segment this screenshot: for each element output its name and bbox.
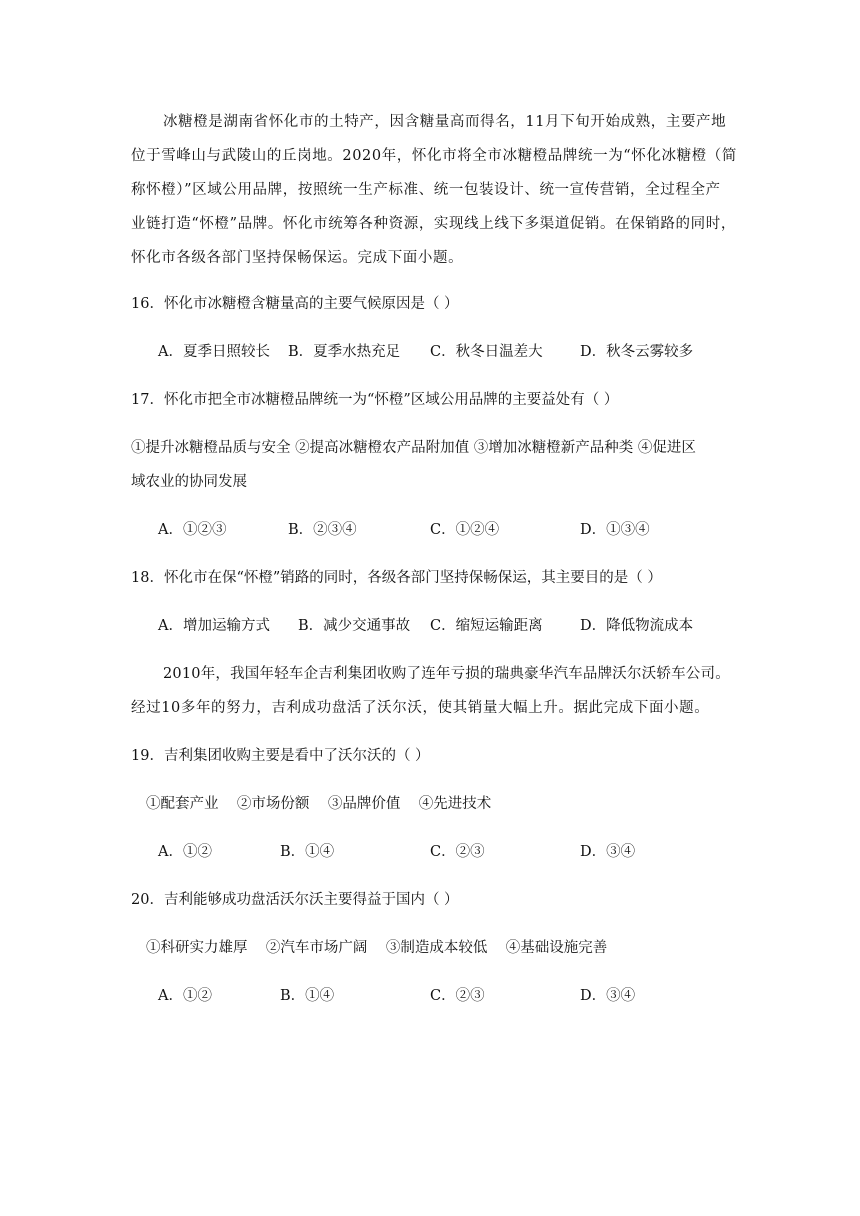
option-d: D．③④: [580, 844, 636, 860]
passage-line: 怀化市各级各部门坚持保畅保运。完成下面小题。: [131, 250, 464, 266]
option-b: B．②③④: [288, 522, 357, 538]
option-c: C．①②④: [430, 522, 500, 538]
option-d: D．③④: [580, 988, 636, 1004]
option-a: A．①②: [158, 988, 212, 1004]
passage-line: 2010年，我国年轻车企吉利集团收购了连年亏损的瑞典豪华汽车品牌沃尔沃轿车公司。: [163, 666, 730, 682]
option-d: D．降低物流成本: [580, 618, 694, 634]
option-d: D．①③④: [580, 522, 650, 538]
option-a: A．①②: [158, 844, 212, 860]
statements-line: 域农业的协同发展: [131, 474, 247, 490]
passage-line: 称怀橙）”区域公用品牌，按照统一生产标准、统一包装设计、统一宣传营销，全过程全产: [131, 182, 721, 198]
question-stem: 17．怀化市把全市冰糖橙品牌统一为“怀橙”区域公用品牌的主要益处有（ ）: [131, 392, 619, 408]
question-stem: 19．吉利集团收购主要是看中了沃尔沃的（ ）: [131, 748, 430, 764]
passage-line: 业链打造“怀橙”品牌。怀化市统筹各种资源，实现线上线下多渠道促销。在保销路的同时，: [131, 216, 736, 232]
option-c: C．②③: [430, 988, 485, 1004]
statements-line: ①科研实力雄厚 ②汽车市场广阔 ③制造成本较低 ④基础设施完善: [146, 940, 608, 956]
option-b: B．夏季水热充足: [288, 344, 401, 360]
question-stem: 18．怀化市在保“怀橙”销路的同时，各级各部门坚持保畅保运，其主要目的是（ ）: [131, 570, 662, 586]
option-a: A．增加运输方式: [158, 618, 270, 634]
option-c: C．②③: [430, 844, 485, 860]
option-a: A．①②③: [158, 522, 227, 538]
passage-line: 冰糖橙是湖南省怀化市的土特产，因含糖量高而得名，11月下旬开始成熟，主要产地: [163, 114, 727, 130]
option-c: C．缩短运输距离: [430, 618, 543, 634]
passage-line: 经过10多年的努力，吉利成功盘活了沃尔沃，使其销量大幅上升。据此完成下面小题。: [131, 700, 710, 716]
option-b: B．①④: [280, 988, 335, 1004]
option-a: A．夏季日照较长: [158, 344, 270, 360]
option-d: D．秋冬云雾较多: [580, 344, 694, 360]
question-stem: 20．吉利能够成功盘活沃尔沃主要得益于国内（ ）: [131, 892, 459, 908]
question-stem: 16．怀化市冰糖橙含糖量高的主要气候原因是（ ）: [131, 296, 459, 312]
statements-line: ①提升冰糖橙品质与安全 ②提高冰糖橙农产品附加值 ③增加冰糖橙新产品种类 ④促进区: [131, 440, 696, 456]
statements-line: ①配套产业 ②市场份额 ③品牌价值 ④先进技术: [146, 796, 492, 812]
passage-line: 位于雪峰山与武陵山的丘岗地。2020年，怀化市将全市冰糖橙品牌统一为“怀化冰糖橙（简: [131, 148, 738, 164]
option-b: B．减少交通事故: [298, 618, 411, 634]
option-c: C．秋冬日温差大: [430, 344, 543, 360]
option-b: B．①④: [280, 844, 335, 860]
